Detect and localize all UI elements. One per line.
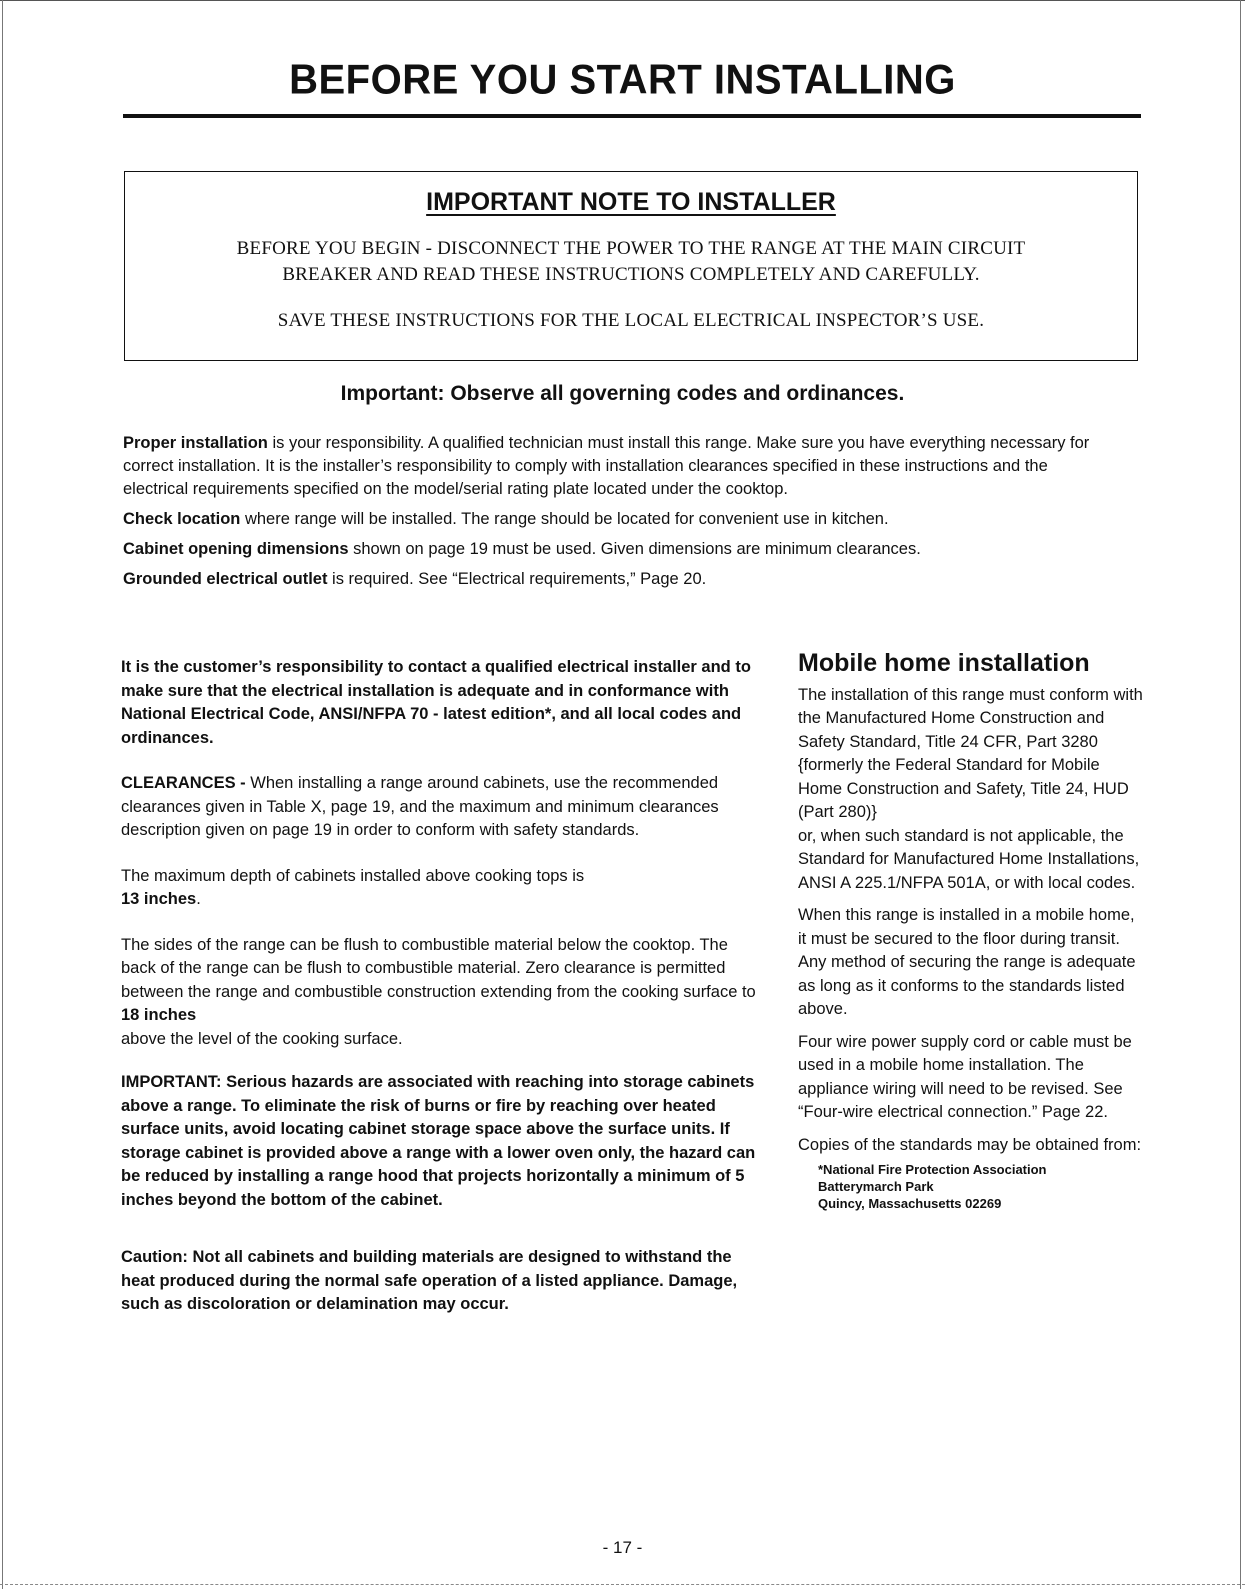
check-location-lead: Check location [123, 510, 241, 528]
mobile-home-paragraph-2: When this range is installed in a mobile home, it must be secured to the floor during transit. Any method of securing the range is adequate as long as it conforms to the standards listed above. [798, 906, 1136, 1018]
cabinet-opening-lead: Cabinet opening dimensions [123, 540, 349, 558]
caution-paragraph: Caution: Not all cabinets and building materials are designed to withstand the heat produced during the normal safe operation of a listed appliance. Damage, such as discoloration or delamination may occur. [121, 1248, 738, 1313]
mobile-home-paragraph-1: The installation of this range must conform with the Manufactured Home Construction and Safety Standard, Title 24 CFR, Part 3280 {formerly the Federal Standard for Mobile Home Construction and Safety, Title 24, HUD (Part 280)} [798, 685, 1143, 821]
note-heading: IMPORTANT NOTE TO INSTALLER [426, 188, 836, 216]
mobile-home-paragraph-3: Four wire power supply cord or cable must be used in a mobile home installation. The appliance wiring will need to be revised. See “Four-wire electrical connection.” Page 22. [798, 1032, 1132, 1121]
grounded-outlet-paragraph [123, 568, 1113, 591]
codes-notice: Important: Observe all governing codes and ordinances. [340, 382, 905, 405]
page-border-bottom [0, 1584, 1245, 1585]
proper-installation-text: is your responsibility. A qualified technician must install this range. Make sure you have everything necessary for correct installation. It is the installer’s responsibility to comply with installation clearances specified in these instructions and the electrical requirements specified on the model/serial rating plate located under the cooktop. [123, 434, 1090, 498]
sides-paragraph [121, 934, 761, 1052]
sides-text: The sides of the range can be flush to combustible material below the cooktop. The back of the range can be flush to combustible material. Zero clearance is permitted between the range and combustible construction extending from the cooking surface to [121, 935, 756, 1001]
hazard-warning-paragraph: IMPORTANT: Serious hazards are associated with reaching into storage cabinets above a range. To eliminate the risk of burns or fire by reaching over heated surface units, avoid locating cabinet storage space above the surface units. If storage cabinet is provided above a range with a lower oven only, the hazard can be reduced by installing a range hood that projects horizontally a minimum of 5 inches beyond the bottom of the cabinet. [121, 1073, 756, 1209]
page-border-top [0, 0, 1245, 1]
depth-paragraph [121, 865, 761, 912]
grounded-outlet-text: is required. See “Electrical requirements,” Page 20. [327, 570, 707, 588]
depth-text: The maximum depth of cabinets installed above cooking tops is [121, 866, 585, 885]
installer-note-box [124, 171, 1138, 361]
cabinet-opening-paragraph [123, 538, 1113, 561]
note-line-1: BEFORE YOU BEGIN - DISCONNECT THE POWER TO THE RANGE AT THE MAIN CIRCUIT [236, 238, 1026, 259]
depth-end: . [196, 890, 201, 908]
depth-value: 13 inches [121, 890, 197, 908]
sides-end: above the level of the cooking surface. [121, 1029, 403, 1048]
page-number: - 17 - [602, 1538, 643, 1557]
mobile-home-paragraph-1b: or, when such standard is not applicable, the Standard for Manufactured Home Installations, ANSI A 225.1/NFPA 501A, or with local codes. [798, 826, 1140, 892]
proper-installation-lead: Proper installation [123, 434, 268, 452]
mobile-home-heading: Mobile home installation [798, 649, 1090, 677]
grounded-outlet-lead: Grounded electrical outlet [123, 570, 328, 588]
intro-section [123, 432, 1113, 598]
check-location-text: where range will be installed. The range should be located for convenient use in kitchen. [240, 510, 889, 528]
mobile-home-paragraph-4: Copies of the standards may be obtained from: [798, 1135, 1142, 1154]
page-border-left [2, 0, 3, 1589]
clearances-text: When installing a range around cabinets, use the recommended clearances given in Table X, page 19, and the maximum and minimum clearances description given on page 19 in order to conform with safety standards. [121, 774, 719, 839]
right-column [798, 649, 1143, 1212]
address-line-3: Quincy, Massachusetts 02269 [818, 1196, 1002, 1211]
page-border-right [1240, 0, 1241, 1589]
note-line-3: SAVE THESE INSTRUCTIONS FOR THE LOCAL ELECTRICAL INSPECTOR’S USE. [277, 310, 985, 331]
note-line-2: BREAKER AND READ THESE INSTRUCTIONS COMPLETELY AND CAREFULLY. [282, 264, 980, 285]
check-location-paragraph [123, 508, 1113, 531]
proper-installation-paragraph [123, 432, 1113, 501]
sides-value: 18 inches [121, 1006, 197, 1024]
responsibility-paragraph: It is the customer’s responsibility to contact a qualified electrical installer and to make sure that the electrical installation is adequate and in conformance with National Electrical Code, ANSI/NFPA 70 - latest edition*, and all local codes and ordinances. [121, 658, 751, 747]
left-column [121, 656, 761, 1317]
clearances-paragraph [121, 772, 761, 843]
address-line-2: Batterymarch Park [818, 1179, 934, 1194]
title-rule [123, 114, 1141, 118]
cabinet-opening-text: shown on page 19 must be used. Given dimensions are minimum clearances. [348, 540, 921, 558]
clearances-lead: CLEARANCES - [121, 774, 246, 792]
nfpa-address [818, 1161, 1143, 1212]
address-line-1: *National Fire Protection Association [818, 1162, 1047, 1177]
page-title: BEFORE YOU START INSTALLING [289, 56, 956, 104]
